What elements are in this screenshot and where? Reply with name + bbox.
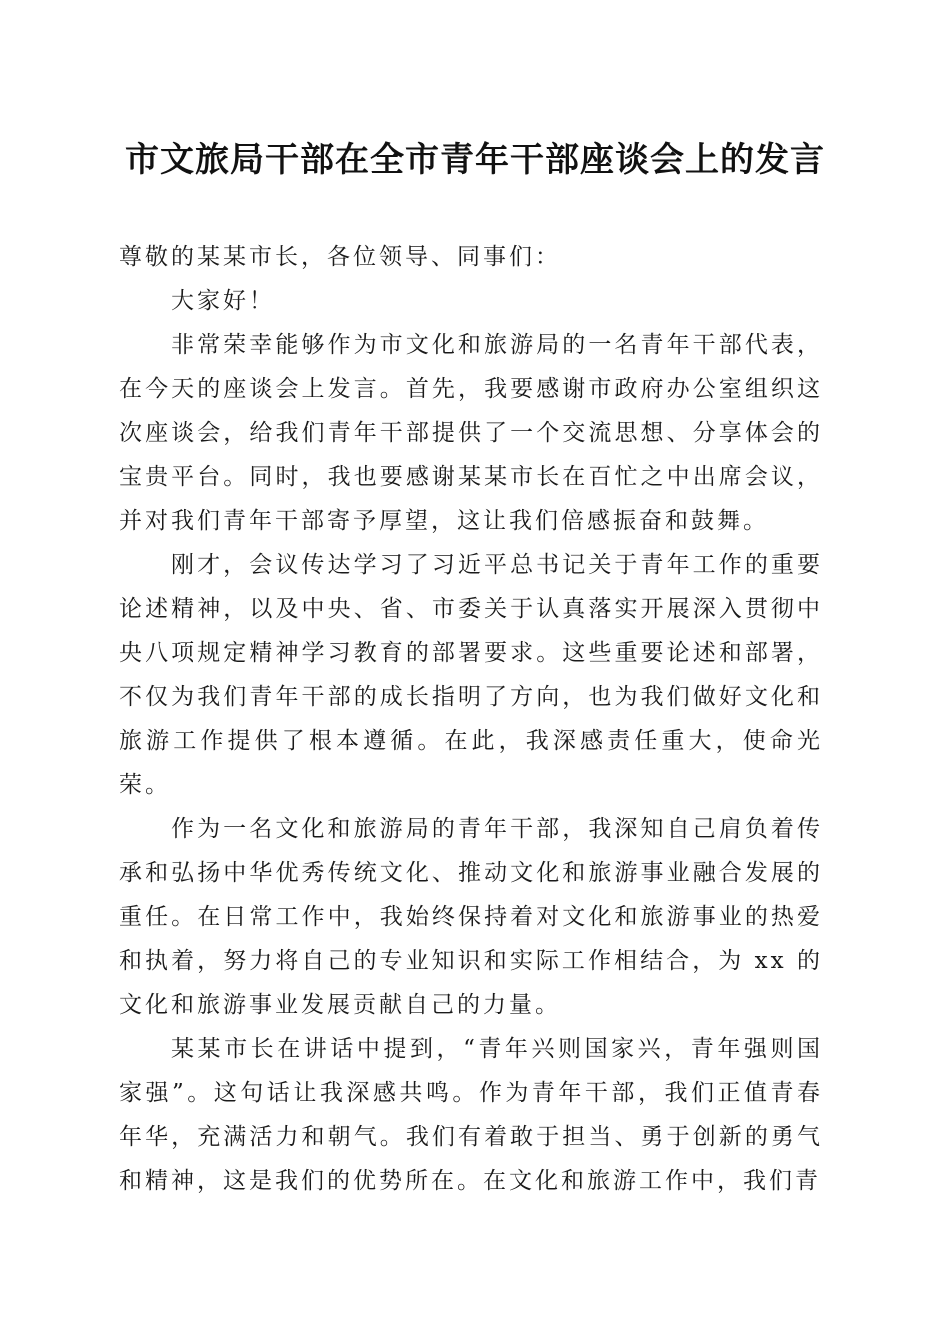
- paragraph: 非常荣幸能够作为市文化和旅游局的一名青年干部代表，在今天的座谈会上发言。首先，我要感谢市政府办公室组织这次座谈会，给我们青年干部提供了一个交流思想、分享体会的宝贵平台。同时，我也要感谢某某市长在百忙之中出席会议，并对我们青年干部寄予厚望，这让我们倍感振奋和鼓舞。: [119, 332, 823, 534]
- paragraph: 作为一名文化和旅游局的青年干部，我深知自己肩负着传承和弘扬中华优秀传统文化、推动文化和旅游事业融合发展的重任。在日常工作中，我始终保持着对文化和旅游事业的热爱和执着，努力将自己的专业知识和实际工作相结合，为 xx 的文化和旅游事业发展贡献自己的力量。: [119, 816, 823, 1018]
- paragraph-greeting: 大家好！: [171, 288, 275, 314]
- salutation: 尊敬的某某市长，各位领导、同事们：: [119, 244, 561, 270]
- paragraph: 某某市长在讲话中提到，“青年兴则国家兴，青年强则国家强”。这句话让我深感共鸣。作为青年干部，我们正值青春年华，充满活力和朝气。我们有着敢于担当、勇于创新的勇气和精神，这是我们的优势所在。在文化和旅游工作中，我们青: [119, 1036, 823, 1194]
- document-title: 市文旅局干部在全市青年干部座谈会上的发言: [125, 140, 825, 180]
- document-body: [119, 235, 823, 1203]
- paragraph: 刚才，会议传达学习了习近平总书记关于青年工作的重要论述精神，以及中央、省、市委关于认真落实开展深入贯彻中央八项规定精神学习教育的部署要求。这些重要论述和部署，不仅为我们青年干部的成长指明了方向，也为我们做好文化和旅游工作提供了根本遵循。在此，我深感责任重大，使命光荣。: [119, 552, 823, 798]
